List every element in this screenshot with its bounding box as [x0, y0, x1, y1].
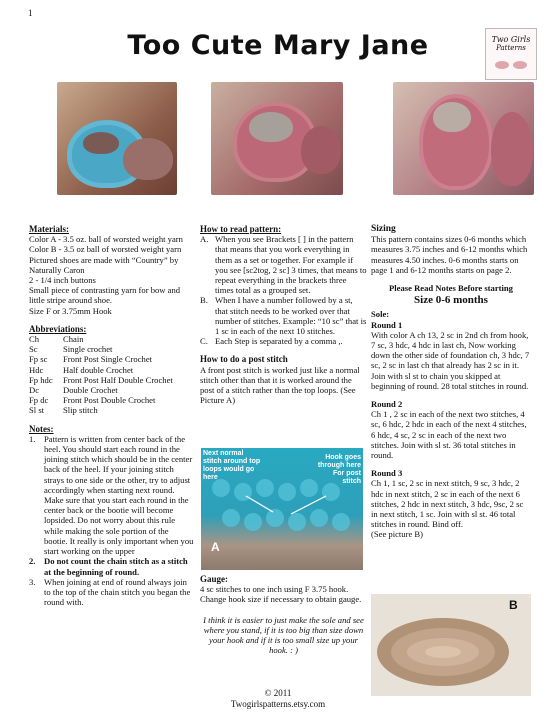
picture-a [201, 448, 363, 570]
picture-b-letter: B [509, 598, 518, 612]
website-link[interactable]: Twogirlspatterns.etsy.com [230, 699, 326, 709]
read-item: A. When you see Brackets [ ] in the pattern that means that you work everything in them as a set or together. For example if you see [sc2tog, 2 sc] 3 times, that means to repeat everything in the brackets three times total as a grouped set. [200, 234, 367, 296]
read-item: C. Each Step is separated by a comma ,. [200, 336, 343, 347]
round-heading: Round 1 [371, 319, 403, 330]
read-notes-text: Please Read Notes Before starting [389, 283, 513, 294]
abbreviation-row: Fp sc Front Post Single Crochet [29, 354, 153, 365]
materials-line: 2 - 1/4 inch buttons [29, 275, 96, 286]
logo-line-1: Two Girls [491, 35, 531, 44]
page-footer [0, 688, 556, 710]
logo-shoes-icon [491, 53, 531, 71]
abbreviation-row: Dc Double Crochet [29, 385, 118, 396]
materials-line: Color A - 3.5 oz. ball of worsted weight yarn [29, 234, 183, 245]
page-number: 1 [28, 8, 33, 18]
tip-text: I think it is easier to just make the sole and see where you stand, if it is too big than size down your hook and if it is too small size up your hook. : ) [203, 614, 364, 656]
middle-column [200, 224, 367, 405]
round-text: With color A ch 13, 2 sc in 2nd ch from hook, 7 sc, 3 hdc, 4 hdc in last ch, Now working down the other side of foundation ch, 3 hdc, 7 sc, 2 sc in last ch that already has 2 sc in it. Join with sl st to chain you skipped at beginning of round. 28 total stitches in round. [371, 329, 530, 391]
sizing-heading: Sizing [371, 224, 396, 234]
note-item: 1. Pattern is written from center back of the heel. You should start each round in the joining stitch which should be in the center back of the heel. If your joining stitch strays to one side or the other, try to adjust accordingly when starting next round. Make sure that you start each round in the center back or the bootie will become lopsided. Do not worry about this rule while making the sole portion of the bootie. It really is only important when you start working on the upper [29, 433, 194, 557]
picture-a-right-label: Hook goes through here For post stitch [317, 454, 361, 485]
round-heading: Round 2 [371, 399, 403, 410]
left-column [29, 224, 194, 607]
abbreviation-row: Fp hdc Front Post Half Double Crochet [29, 374, 173, 385]
picture-a-left-label: Next normal stitch around top loops would go here [203, 450, 261, 481]
abbreviation-row: Ch Chain [29, 334, 84, 345]
right-column [371, 224, 531, 540]
logo-line-2: Patterns [496, 44, 526, 52]
abbreviation-row: Fp dc Front Post Double Crochet [29, 395, 156, 406]
post-stitch-text: A front post stitch is worked just like a normal stitch other than that it is worked around the post of a stitch rather than the top loops. (See Picture A) [200, 364, 360, 406]
picture-b [371, 594, 531, 696]
round-heading: Round 3 [371, 468, 403, 479]
sole-heading: Sole: [371, 309, 390, 320]
sizing-text: This pattern contains sizes 0-6 months which measures 3.75 inches and 6-12 months which measures 4.50 inches. 0-6 months starts on page 1 and 6-12 months starts on page 2. [371, 234, 528, 275]
note-item: 2. Do not count the chain stitch as a stitch at the beginning of round. [29, 556, 188, 577]
materials-heading: Materials: [29, 224, 69, 234]
read-item: B. When I have a number followed by a st, that stitch needs to be worked over that number of stitches. Example: “10 sc” that is 1 sc in each of the next 10 stitches. [200, 295, 367, 337]
size-heading: Size 0-6 months [414, 294, 488, 307]
gauge-heading: Gauge: [200, 574, 228, 584]
notes-heading: Notes: [29, 423, 54, 434]
photo-pink-shoes [211, 82, 343, 195]
materials-line: Small piece of contrasting yarn for bow and little stripe around shoe. [29, 285, 181, 306]
round-text: Ch 1, 1 sc, 2 sc in next stitch, 9 sc, 3 hdc, 2 hdc in next stitch, 2 sc in each of the next 6 stitches, 2 hdc in next stitch, 3 hdc, 9sc, 2 sc in next stitch, 1 sc. Join with sl st. 46 total stitches in round. Bind off. [371, 478, 524, 530]
abbreviations-heading: Abbreviations: [29, 323, 87, 334]
photo-blue-shoes [57, 82, 177, 195]
materials-line: Size F or 3.75mm Hook [29, 305, 112, 316]
gauge-text: 4 sc stitches to one inch using F 3.75 hook. Change hook size if necessary to obtain gauge. [200, 584, 362, 605]
round-text: Ch 1 , 2 sc in each of the next two stitches, 4 sc, 6 hdc, 2 hdc in each of the next 4 stitches, 6 hdc, 4 sc, 2 sc in each of the next two stitches. Join with sl st. 36 total stitches in round. [371, 409, 527, 461]
how-to-read-heading: How to read pattern: [200, 224, 282, 234]
abbreviation-row: Hdc Half double Crochet [29, 364, 134, 375]
gauge-section [200, 574, 367, 655]
abbreviation-row: Sc Single crochet [29, 344, 113, 355]
page-title: Too Cute Mary Jane [127, 30, 429, 61]
abbreviation-row: Sl st Slip stitch [29, 405, 98, 416]
note-item: 3. When joining at end of round always join to the top of the chain stitch you began the round with. [29, 576, 191, 608]
picture-a-letter: A [211, 540, 220, 554]
materials-line: Pictured shoes are made with “Country” by Naturally Caron [29, 254, 179, 275]
materials-line: Color B - 3.5 oz ball of worsted weight yarn [29, 244, 182, 255]
copyright-text: © 2011 [264, 688, 292, 698]
photo-rose-shoes [393, 82, 534, 195]
brand-logo [485, 28, 537, 80]
sole-photo [371, 594, 531, 696]
see-picture-b: (See picture B) [371, 529, 424, 540]
post-stitch-heading: How to do a post stitch [200, 354, 288, 365]
